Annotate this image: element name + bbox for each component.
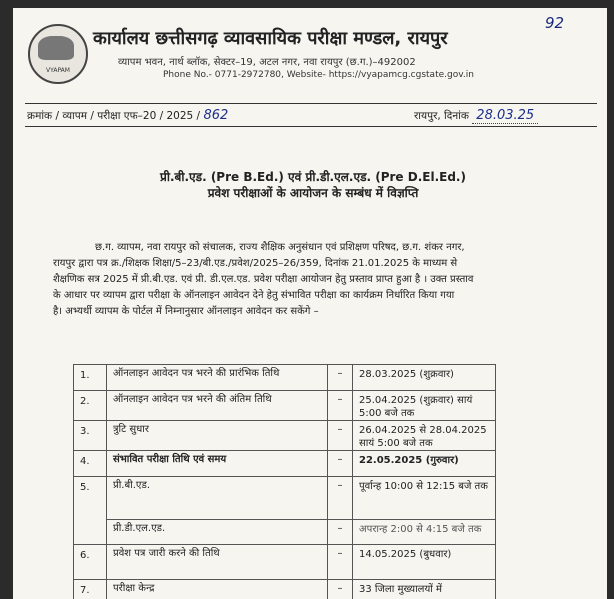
row-separator: –: [328, 391, 353, 421]
logo-emblem-icon: [38, 36, 74, 60]
row-number: 2.: [74, 391, 107, 421]
row-separator: –: [328, 421, 353, 451]
vyapam-logo: [28, 24, 88, 84]
reference-handwritten-number: 862: [203, 108, 229, 123]
row-separator: –: [328, 477, 353, 520]
table-row: [74, 451, 496, 477]
row-value-line-1: 26.04.2025 से 28.04.2025: [359, 425, 487, 436]
header-divider: [25, 103, 597, 104]
row-separator: –: [328, 520, 353, 545]
body-line: रायपुर द्वारा पत्र क्र./शिक्षक शिक्षा/5–23/बी.एड./प्रवेश/2025–26/359, दिनांक 21.01.2025 के माध्यम से: [53, 258, 458, 269]
row-value: [353, 421, 496, 451]
body-line: के आधार पर व्यापम द्वारा परीक्षा के ऑनलाइन आवेदन देने हेतु संभावित परीक्षा का कार्यक्रम निर्धारित किया गया: [53, 290, 455, 301]
body-line: है। अभ्यर्थी व्यापम के पोर्टल में निम्नानुसार ऑनलाइन आवेदन कर सकेंगे –: [53, 306, 319, 317]
table-row: [74, 421, 496, 451]
row-value: 33 जिला मुख्यालयों में: [353, 580, 496, 599]
reference-number: [27, 108, 228, 123]
subject-line-2: प्रवेश परीक्षाओं के आयोजन के सम्बंध में विज्ञप्ति: [207, 186, 419, 200]
row-value-line-2: सायं 5:00 बजे तक: [359, 438, 433, 449]
date-label: रायपुर, दिनांक: [414, 110, 469, 122]
row-value: 28.03.2025 (शुक्रवार): [353, 365, 496, 391]
header-divider: [25, 126, 597, 127]
table-row: [74, 391, 496, 421]
row-description: त्रुटि सुधार: [107, 421, 328, 451]
row-number: 4.: [74, 451, 107, 477]
date-handwritten: 28.03.25: [472, 108, 538, 124]
row-number: 1.: [74, 365, 107, 391]
logo-text: VYAPAM: [46, 67, 70, 74]
row-separator: –: [328, 545, 353, 580]
reference-label: क्रमांक / व्यापम / परीक्षा एफ–20 / 2025 /: [27, 110, 201, 122]
row-separator: –: [328, 580, 353, 599]
row-description: प्रवेश पत्र जारी करने की तिथि: [107, 545, 328, 580]
handwritten-corner-note: 92: [545, 14, 565, 32]
notice-body: [53, 240, 601, 320]
row-description: ऑनलाइन आवेदन पत्र भरने की अंतिम तिथि: [107, 391, 328, 421]
subject-line-1: प्री.बी.एड. (Pre B.Ed.) एवं प्री.डी.एल.एड. (Pre D.El.Ed.): [160, 170, 466, 184]
row-value: 14.05.2025 (बुधवार): [353, 545, 496, 580]
row-number: 6.: [74, 545, 107, 580]
table-row: [74, 580, 496, 599]
schedule-table: [73, 364, 496, 599]
row-separator: –: [328, 451, 353, 477]
row-number: 7.: [74, 580, 107, 599]
table-row: [74, 520, 496, 545]
row-description: संभावित परीक्षा तिथि एवं समय: [107, 451, 328, 477]
row-description: परीक्षा केन्द्र: [107, 580, 328, 599]
table-row: [74, 477, 496, 520]
row-description: प्री.डी.एल.एड.: [107, 520, 328, 545]
table-row: [74, 365, 496, 391]
row-value: पूर्वान्ह 10:00 से 12:15 बजे तक: [353, 477, 496, 520]
office-address: व्यापम भवन, नार्थ ब्लॉक, सेक्टर–19, अटल नगर, नवा रायपुर (छ.ग.)–492002: [118, 57, 416, 68]
body-line: शैक्षणिक सत्र 2025 में प्री.बी.एड. एवं प्री. डी.एल.एड. प्रवेश परीक्षा आयोजन हेतु प्रस्ताव प्राप्त हुआ है । उक्त प्रस्ताव: [53, 274, 474, 285]
body-line: छ.ग. व्यापम, नवा रायपुर को संचालक, राज्य शैक्षिक अनुसंधान एवं प्रशिक्षण परिषद, छ.ग. शंकर नगर,: [95, 242, 465, 253]
row-description: प्री.बी.एड.: [107, 477, 328, 520]
notice-subject: [113, 169, 513, 201]
row-number: 5.: [74, 477, 107, 545]
notice-document: [13, 8, 607, 599]
reference-date: [414, 108, 538, 123]
office-contact: Phone No.- 0771-2972780, Website- https://vyapamcg.cgstate.gov.in: [163, 70, 474, 80]
row-description: ऑनलाइन आवेदन पत्र भरने की प्रारंभिक तिथि: [107, 365, 328, 391]
row-value: 22.05.2025 (गुरुवार): [353, 451, 496, 477]
row-separator: –: [328, 365, 353, 391]
row-value: अपरान्ह 2:00 से 4:15 बजे तक: [353, 520, 496, 545]
table-row: [74, 545, 496, 580]
office-title: कार्यालय छत्तीसगढ़ व्यावसायिक परीक्षा मण्डल, रायपुर: [93, 28, 448, 49]
row-value: 25.04.2025 (शुक्रवार) सायं 5:00 बजे तक: [353, 391, 496, 421]
row-number: 3.: [74, 421, 107, 451]
